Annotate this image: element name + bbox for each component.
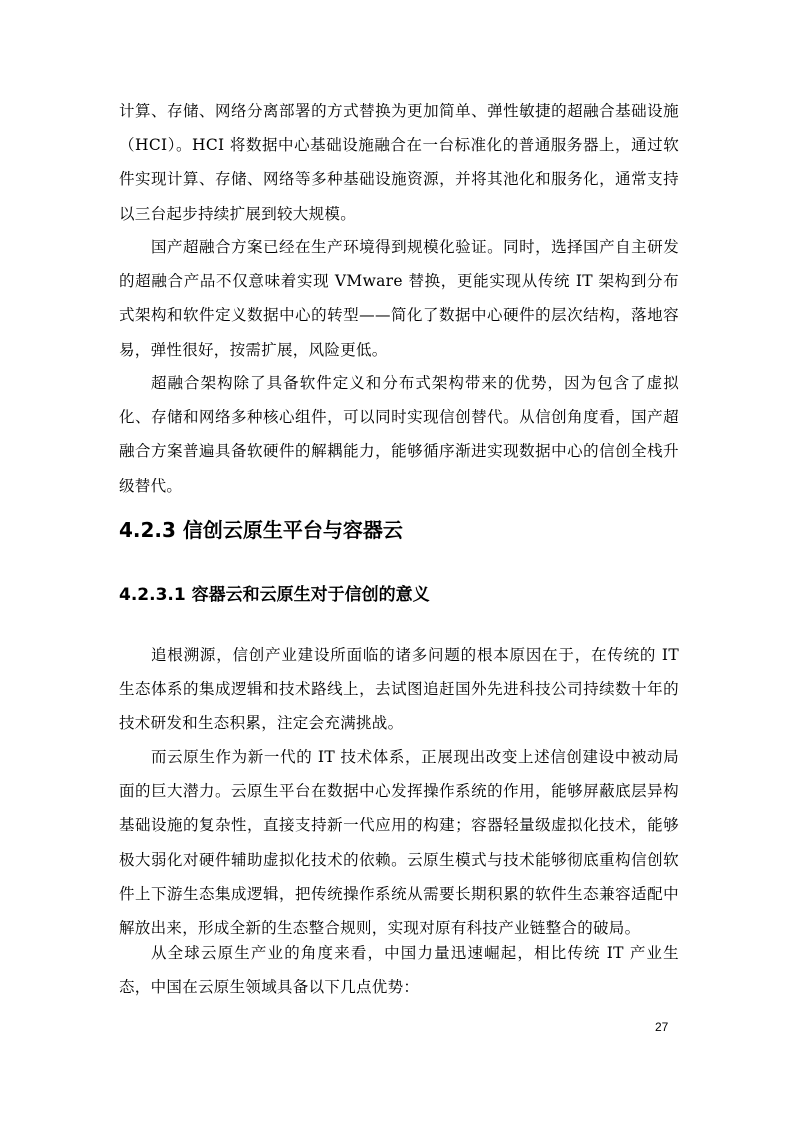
paragraph-root-cause: 追根溯源，信创产业建设所面临的诸多问题的根本原因在于，在传统的 IT 生态体系的集成逻辑和技术路线上，去试图追赶国外先进科技公司持续数十年的技术研发和生态积累，注定会充满挑战。: [119, 646, 679, 733]
paragraph-global-industry: 从全球云原生产业的角度来看，中国力量迅速崛起，相比传统 IT 产业生态，中国在云原生领域具备以下几点优势：: [119, 944, 679, 997]
section-heading: 4.2.3 信创云原生平台与容器云: [119, 518, 403, 542]
paragraph-cloud-native: 而云原生作为新一代的 IT 技术体系，正展现出改变上述信创建设中被动局面的巨大潜力。云原生平台在数据中心发挥操作系统的作用，能够屏蔽底层异构基础设施的复杂性，直接支持新一代应用的构建；容器轻量级虚拟化技术，能够极大弱化对硬件辅助虚拟化技术的依赖。云原生模式与技术能够彻底重构信创软件上下游生态集成逻辑，把传统操作系统从需要长期积累的软件生态兼容适配中解放出来，形成全新的生态整合规则，实现对原有科技产业链整合的破局。: [119, 748, 679, 938]
paragraph-domestic-hci: 国产超融合方案已经在生产环境得到规模化验证。同时，选择国产自主研发的超融合产品不仅意味着实现 VMware 替换，更能实现从传统 IT 架构到分布式架构和软件定义数据中心的转型——简化了数据中心硬件的层次结构，落地容易，弹性很好，按需扩展，风险更低。: [119, 238, 679, 359]
subsection-heading: 4.2.3.1 容器云和云原生对于信创的意义: [119, 585, 430, 605]
page-number: 27: [655, 1020, 669, 1034]
paragraph-hci-advantages: 超融合架构除了具备软件定义和分布式架构带来的优势，因为包含了虚拟化、存储和网络多种核心组件，可以同时实现信创替代。从信创角度看，国产超融合方案普遍具备软硬件的解耦能力，能够循序渐进实现数据中心的信创全栈升级替代。: [119, 374, 679, 495]
paragraph-hci: 计算、存储、网络分离部署的方式替换为更加简单、弹性敏捷的超融合基础设施（HCI）。HCI 将数据中心基础设施融合在一台标准化的普通服务器上，通过软件实现计算、存储、网络等多种基础设施资源，并将其池化和服务化，通常支持以三台起步持续扩展到较大规模。: [119, 102, 679, 223]
